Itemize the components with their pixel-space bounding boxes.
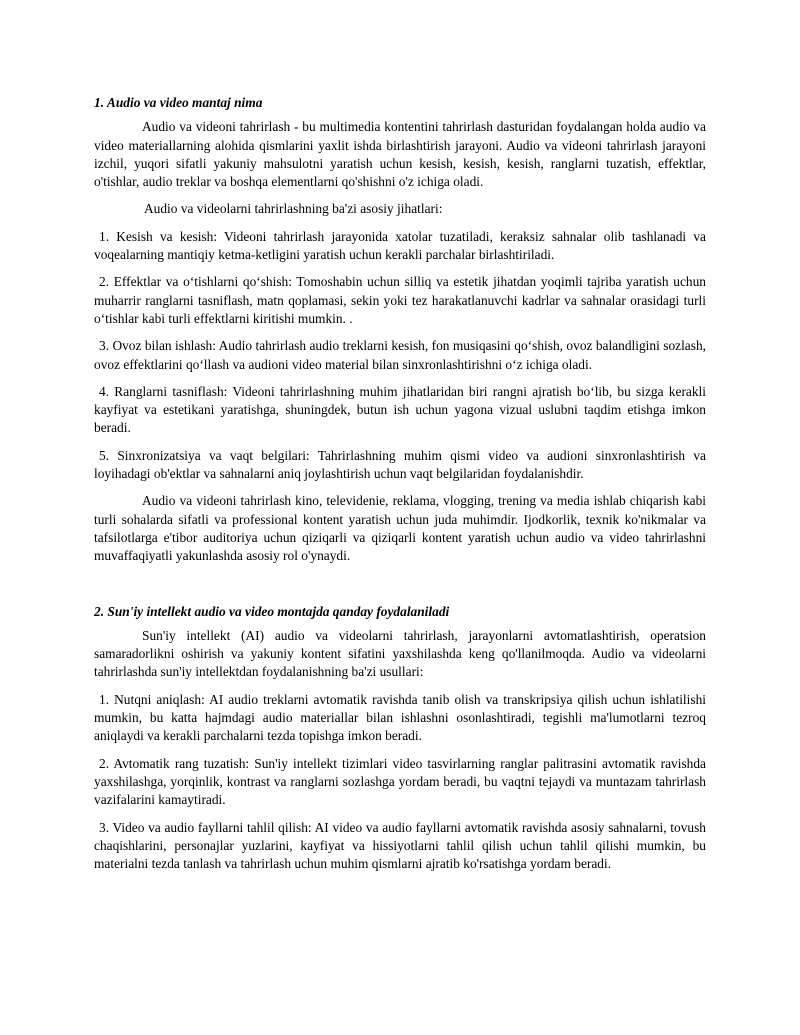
section-2-item-3: 3. Video va audio fayllarni tahlil qilish: AI video va audio fayllarni avtomatik ravishda asosiy sahnalarni, tovush chaqishlarini, personajlar yuzlarini, kayfiyat va hissiyotlarni tahlil qilish uchun tahlil qilishi mumkin, bu materialni tezda tanlash va tahrirlash uchun muhim qismlarni ajratib ko'rsatishga yordam beradi. [94,819,706,872]
section-1-aspects-title: Audio va videolarni tahrirlashning ba'zi asosiy jihatlari: [144,201,443,217]
section-1-heading: 1. Audio va video mantaj nima [94,95,263,110]
section-2-intro: Sun'iy intellekt (AI) audio va videolarni tahrirlash, jarayonlarni avtomatlashtirish, operatsion samaradorlikni oshirish va yakuniy kontent sifatini yaxshilashda keng qo'llanilmoqda. Audio va videolarni tahrirlashda sun'iy intellektdan foydalanishning ba'zi usullari: [94,627,706,680]
section-1-item-1: 1. Kesish va kesish: Videoni tahrirlash jarayonida xatolar tuzatiladi, keraksiz sahnalar olib tashlanadi va voqealarning mantiqiy ketma-ketligini yaratish uchun kerakli parchalar birlashtiriladi. [94,228,706,263]
section-2-heading: 2. Sun'iy intellekt audio va video montajda qanday foydalaniladi [94,603,450,619]
section-1-intro: Audio va videoni tahrirlash - bu multimedia kontentini tahrirlash dasturidan foydalangan holda audio va video materiallarning alohida qismlarini yaxlit ishda birlashtirish jarayoni. Audio va videoni tahrirlash jarayoni izchil, yuqori sifatli yakuniy mahsulotni yaratish uchun kesish, kesish, kesish, ranglarni tuzatish, effektlar, o'tishlar, audio treklar va boshqa elementlarni qo'shishni o'z ichiga oladi. [94,119,706,190]
section-2-item-1: 1. Nutqni aniqlash: AI audio treklarni avtomatik ravishda tanib olish va transkripsiya qilish uchun ishlatilishi mumkin, bu katta hajmdagi audio materiallar bilan ishlashni osonlashtiradi, tegishli ma'lumotlarni tezroq aniqlaydi va kerakli parchalarni tezda topishga imkon beradi. [94,691,706,744]
section-2-item-2: 2. Avtomatik rang tuzatish: Sun'iy intellekt tizimlari video tasvirlarning ranglar palitrasini avtomatik ravishda yaxshilashga, yorqinlik, kontrast va ranglarni sozlashga yordam beradi, bu vaqtni tejaydi va muntazam tahrirlash vazifalarini kamaytiradi. [94,755,706,808]
section-1-item-4: 4. Ranglarni tasniflash: Videoni tahrirlashning muhim jihatlaridan biri rangni ajratish bo‘lib, bu sizga kerakli kayfiyat va estetikani yaratishga, shuningdek, butun ish uchun yagona vizual uslubni taqdim etishga imkon beradi. [94,383,706,436]
document-body [94,94,706,882]
section-spacer [94,575,706,603]
section-1-conclusion: Audio va videoni tahrirlash kino, televidenie, reklama, vlogging, trening va media ishlab chiqarish kabi turli sohalarda sifatli va professional kontent yaratish uchun juda muhimdir. Ijodkorlik, texnik ko'nikmalar va tafsilotlarga e'tibor auditoriya uchun qiziqarli va qiziqarli kontent yaratish uchun audio va video tahrirlashni muvaffaqiyatli yakunlashda asosiy rol o'ynaydi. [94,493,706,564]
section-1-item-5: 5. Sinxronizatsiya va vaqt belgilari: Tahrirlashning muhim qismi video va audioni sinxronlashtirish va loyihadagi ob'ektlar va sahnalarni aniq joylashtirish uchun vaqt belgilaridan foydalanishdir. [94,447,706,482]
section-1-item-3: 3. Ovoz bilan ishlash: Audio tahrirlash audio treklarni kesish, fon musiqasini qo‘shish, ovoz balandligini sozlash, ovoz effektlarini qo‘llash va audioni video material bilan sinxronlashtirishni o‘z ichiga oladi. [94,338,706,372]
section-1-item-2: 2. Effektlar va o‘tishlarni qo‘shish: Tomoshabin uchun silliq va estetik jihatdan yoqimli tajriba yaratish uchun muharrir ranglarni tasniflash, matn qoplamasi, sekin yoki tez harakatlanuvchi kadrlar va sahnalar orasidagi turli o‘tishlar kabi turli effektlarni kiritishi mumkin. . [94,274,706,326]
